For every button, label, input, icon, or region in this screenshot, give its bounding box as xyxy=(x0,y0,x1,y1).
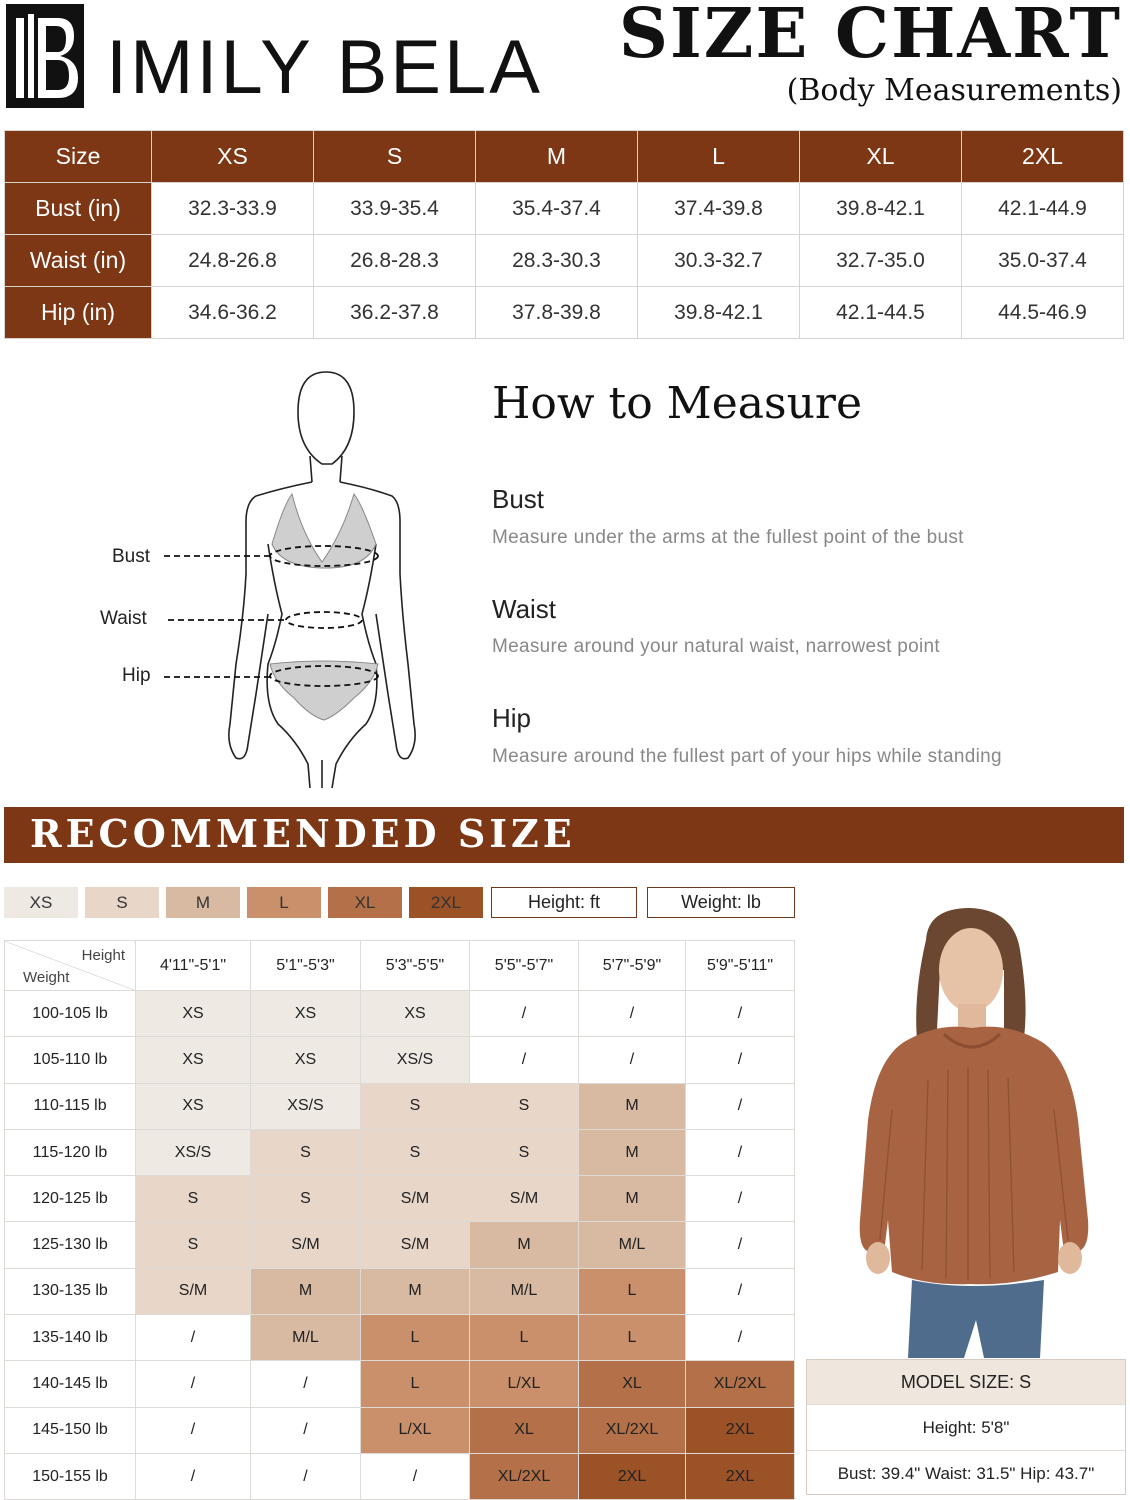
weight-row-label: 115-120 lb xyxy=(5,1129,136,1175)
measure-heading-bust: Bust xyxy=(492,484,545,514)
table-corner-cell xyxy=(5,941,136,991)
table-row xyxy=(5,991,795,1037)
size-recommendation-cell: L xyxy=(579,1315,686,1361)
size-recommendation-cell: / xyxy=(579,1037,686,1083)
height-column-header: 5'5"-5'7" xyxy=(470,941,579,991)
size-recommendation-cell: 2XL xyxy=(579,1453,686,1499)
figure-label-hip: Hip xyxy=(122,665,151,686)
table-row xyxy=(5,1407,795,1453)
size-recommendation-cell: XS xyxy=(251,991,361,1037)
measurement-cell: 42.1-44.9 xyxy=(962,183,1124,235)
size-recommendation-cell: / xyxy=(686,1083,795,1129)
measurement-label: Waist (in) xyxy=(5,235,152,287)
size-recommendation-cell: M/L xyxy=(470,1268,579,1314)
size-recommendation-cell: / xyxy=(361,1453,470,1499)
size-recommendation-cell: S/M xyxy=(361,1176,470,1222)
size-recommendation-cell: M xyxy=(361,1268,470,1314)
figure-label-bust: Bust xyxy=(112,546,151,567)
size-recommendation-cell: / xyxy=(136,1453,251,1499)
size-chart-header-row xyxy=(5,131,1124,183)
figure-label-waist: Waist xyxy=(100,608,147,629)
measurement-cell: 39.8-42.1 xyxy=(638,287,800,339)
legend-swatch-m: M xyxy=(166,887,240,918)
measure-desc-hip: Measure around the fullest part of your hips while standing xyxy=(492,746,1002,767)
recommended-size-body xyxy=(5,991,795,1500)
size-recommendation-cell: L/XL xyxy=(470,1361,579,1407)
size-chart-table xyxy=(4,130,1124,339)
size-recommendation-cell: XS xyxy=(251,1037,361,1083)
size-recommendation-cell: S xyxy=(251,1176,361,1222)
table-row xyxy=(5,1268,795,1314)
size-recommendation-cell: S/M xyxy=(251,1222,361,1268)
recommended-size-table xyxy=(4,940,795,1500)
size-recommendation-cell: L/XL xyxy=(361,1407,470,1453)
size-recommendation-cell: XL xyxy=(579,1361,686,1407)
weight-row-label: 100-105 lb xyxy=(5,991,136,1037)
measurement-label: Hip (in) xyxy=(5,287,152,339)
size-recommendation-cell: XS xyxy=(136,1083,251,1129)
legend-swatch-xs: XS xyxy=(4,887,78,918)
table-row xyxy=(5,1176,795,1222)
size-recommendation-cell: XL/2XL xyxy=(470,1453,579,1499)
model-size: MODEL SIZE: S xyxy=(807,1360,1125,1404)
measurement-cell: 37.8-39.8 xyxy=(476,287,638,339)
size-chart-row xyxy=(5,287,1124,339)
size-recommendation-cell: S/M xyxy=(136,1268,251,1314)
size-recommendation-cell: S xyxy=(361,1083,470,1129)
measure-heading-hip: Hip xyxy=(492,703,532,733)
weight-row-label: 120-125 lb xyxy=(5,1176,136,1222)
size-recommendation-cell: / xyxy=(686,1037,795,1083)
size-recommendation-cell: M/L xyxy=(579,1222,686,1268)
measurement-cell: 42.1-44.5 xyxy=(800,287,962,339)
table-row xyxy=(5,1315,795,1361)
how-to-measure-title: How to Measure xyxy=(492,378,862,429)
size-recommendation-cell: S xyxy=(361,1129,470,1175)
size-recommendation-cell: S xyxy=(470,1083,579,1129)
size-recommendation-cell: / xyxy=(470,991,579,1037)
page-title: SIZE CHART xyxy=(618,0,1122,74)
table-row xyxy=(5,1222,795,1268)
measure-desc-bust: Measure under the arms at the fullest point of the bust xyxy=(492,527,964,548)
weight-row-label: 145-150 lb xyxy=(5,1407,136,1453)
legend-swatch-l: L xyxy=(247,887,321,918)
table-row xyxy=(5,1129,795,1175)
height-column-header: 5'3"-5'5" xyxy=(361,941,470,991)
height-header-row xyxy=(5,941,795,991)
measurement-cell: 24.8-26.8 xyxy=(152,235,314,287)
measurement-cell: 33.9-35.4 xyxy=(314,183,476,235)
recommended-banner xyxy=(4,807,1124,863)
size-recommendation-cell: S xyxy=(470,1129,579,1175)
size-recommendation-cell: L xyxy=(579,1268,686,1314)
size-recommendation-cell: M xyxy=(579,1176,686,1222)
size-recommendation-cell: XL/2XL xyxy=(579,1407,686,1453)
recommended-title: RECOMMENDED SIZE xyxy=(30,811,576,856)
size-column-header: XS xyxy=(152,131,314,183)
measurement-cell: 34.6-36.2 xyxy=(152,287,314,339)
model-photo xyxy=(808,900,1126,1358)
measurement-cell: 36.2-37.8 xyxy=(314,287,476,339)
size-recommendation-cell: XL/2XL xyxy=(686,1361,795,1407)
height-column-header: 5'9"-5'11" xyxy=(686,941,795,991)
size-recommendation-cell: / xyxy=(686,1268,795,1314)
size-recommendation-cell: XS xyxy=(361,991,470,1037)
table-row xyxy=(5,1083,795,1129)
corner-height-label: Height xyxy=(81,947,125,964)
size-recommendation-cell: M xyxy=(251,1268,361,1314)
weight-row-label: 135-140 lb xyxy=(5,1315,136,1361)
measure-desc-waist: Measure around your natural waist, narrowest point xyxy=(492,636,941,657)
measurement-cell: 32.7-35.0 xyxy=(800,235,962,287)
size-recommendation-cell: / xyxy=(686,1129,795,1175)
size-column-header: S xyxy=(314,131,476,183)
table-row xyxy=(5,1361,795,1407)
size-recommendation-cell: XS xyxy=(136,1037,251,1083)
size-recommendation-cell: S xyxy=(136,1222,251,1268)
legend-height-unit: Height: ft xyxy=(491,887,637,918)
brand-logo-icon xyxy=(6,4,84,108)
measurement-cell: 37.4-39.8 xyxy=(638,183,800,235)
height-column-header: 5'1"-5'3" xyxy=(251,941,361,991)
weight-row-label: 140-145 lb xyxy=(5,1361,136,1407)
body-measurement-figure xyxy=(96,364,436,788)
model-height: Height: 5'8" xyxy=(807,1404,1125,1450)
legend-weight-unit: Weight: lb xyxy=(647,887,795,918)
size-recommendation-cell: / xyxy=(136,1361,251,1407)
size-recommendation-cell: S/M xyxy=(361,1222,470,1268)
measurement-cell: 35.0-37.4 xyxy=(962,235,1124,287)
table-row xyxy=(5,1037,795,1083)
size-chart-row xyxy=(5,183,1124,235)
size-recommendation-cell: / xyxy=(136,1407,251,1453)
measurement-cell: 35.4-37.4 xyxy=(476,183,638,235)
measurement-cell: 30.3-32.7 xyxy=(638,235,800,287)
size-recommendation-cell: / xyxy=(136,1315,251,1361)
size-recommendation-cell: XL xyxy=(470,1407,579,1453)
measurement-cell: 28.3-30.3 xyxy=(476,235,638,287)
height-column-header: 5'7"-5'9" xyxy=(579,941,686,991)
size-recommendation-cell: 2XL xyxy=(686,1453,795,1499)
size-column-header: 2XL xyxy=(962,131,1124,183)
size-recommendation-cell: S xyxy=(136,1176,251,1222)
measurement-cell: 44.5-46.9 xyxy=(962,287,1124,339)
size-recommendation-cell: / xyxy=(579,991,686,1037)
measurement-cell: 39.8-42.1 xyxy=(800,183,962,235)
size-recommendation-cell: / xyxy=(251,1361,361,1407)
page-subtitle: (Body Measurements) xyxy=(786,73,1122,108)
size-column-header: L xyxy=(638,131,800,183)
size-chart-row xyxy=(5,235,1124,287)
size-recommendation-cell: XS/S xyxy=(251,1083,361,1129)
measure-heading-waist: Waist xyxy=(492,594,557,624)
brand-name: IMILY BELA xyxy=(106,25,543,110)
size-recommendation-cell: L xyxy=(361,1315,470,1361)
size-column-header: XL xyxy=(800,131,962,183)
size-recommendation-cell: / xyxy=(686,991,795,1037)
height-column-header: 4'11"-5'1" xyxy=(136,941,251,991)
size-recommendation-cell: XS/S xyxy=(361,1037,470,1083)
legend-swatch-xl: XL xyxy=(328,887,402,918)
size-recommendation-cell: / xyxy=(251,1407,361,1453)
size-recommendation-cell: M/L xyxy=(251,1315,361,1361)
size-recommendation-cell: L xyxy=(361,1361,470,1407)
table-row xyxy=(5,1453,795,1499)
weight-row-label: 105-110 lb xyxy=(5,1037,136,1083)
measurement-label: Bust (in) xyxy=(5,183,152,235)
size-chart-corner: Size xyxy=(5,131,152,183)
size-recommendation-cell: M xyxy=(579,1083,686,1129)
size-recommendation-cell: XS/S xyxy=(136,1129,251,1175)
size-recommendation-cell: S/M xyxy=(470,1176,579,1222)
legend-swatch-2xl: 2XL xyxy=(409,887,483,918)
weight-row-label: 125-130 lb xyxy=(5,1222,136,1268)
weight-row-label: 110-115 lb xyxy=(5,1083,136,1129)
corner-weight-label: Weight xyxy=(23,969,70,986)
weight-row-label: 130-135 lb xyxy=(5,1268,136,1314)
legend-swatch-s: S xyxy=(85,887,159,918)
size-recommendation-cell: / xyxy=(470,1037,579,1083)
size-recommendation-cell: / xyxy=(686,1176,795,1222)
size-column-header: M xyxy=(476,131,638,183)
measurement-cell: 32.3-33.9 xyxy=(152,183,314,235)
measurement-cell: 26.8-28.3 xyxy=(314,235,476,287)
size-recommendation-cell: / xyxy=(251,1453,361,1499)
model-info-card xyxy=(806,1359,1126,1495)
size-recommendation-cell: M xyxy=(470,1222,579,1268)
model-measurements: Bust: 39.4" Waist: 31.5" Hip: 43.7" xyxy=(807,1450,1125,1496)
size-recommendation-cell: 2XL xyxy=(686,1407,795,1453)
size-recommendation-cell: XS xyxy=(136,991,251,1037)
size-recommendation-cell: / xyxy=(686,1222,795,1268)
size-recommendation-cell: M xyxy=(579,1129,686,1175)
size-recommendation-cell: L xyxy=(470,1315,579,1361)
weight-row-label: 150-155 lb xyxy=(5,1453,136,1499)
size-recommendation-cell: / xyxy=(686,1315,795,1361)
size-recommendation-cell: S xyxy=(251,1129,361,1175)
